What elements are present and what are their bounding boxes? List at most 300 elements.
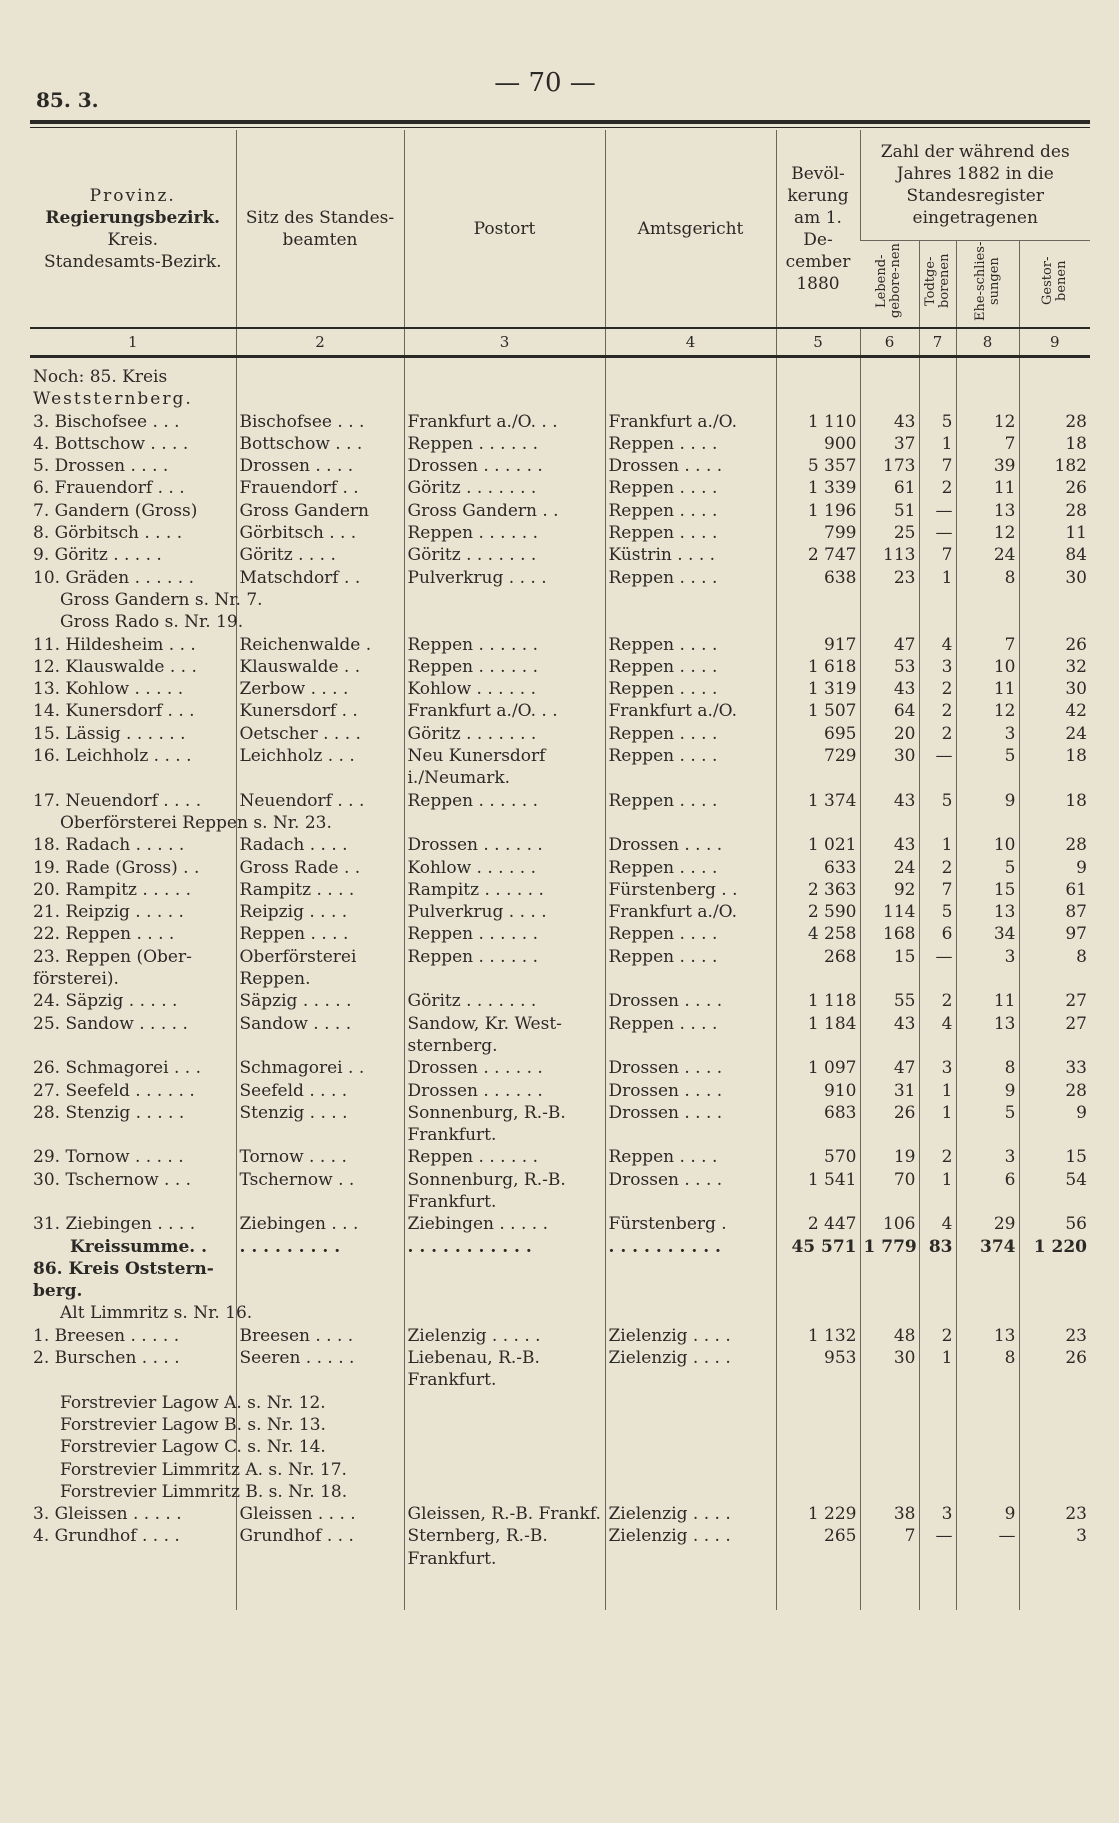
cell-col2: Stenzig . . . . xyxy=(236,1102,404,1147)
cell-col9: 26 xyxy=(1019,1347,1090,1392)
cell-col4: Reppen . . . . xyxy=(605,1146,776,1168)
cell-col2: Schmagorei . . xyxy=(236,1057,404,1079)
cell-col6: 20 xyxy=(860,723,919,745)
cell-col6 xyxy=(860,366,919,388)
cell-col8: 8 xyxy=(956,1347,1019,1392)
cell-col3: Kohlow . . . . . . xyxy=(404,678,605,700)
cell-col1: 25. Sandow . . . . . xyxy=(33,1013,188,1034)
cell-col7: 2 xyxy=(919,857,956,879)
cell-col1: 24. Säpzig . . . . . xyxy=(33,991,178,1012)
cell-col8: 13 xyxy=(956,500,1019,522)
cell-col6 xyxy=(860,611,919,633)
table-row xyxy=(30,1013,1090,1058)
cell-col5: 1 021 xyxy=(776,834,860,856)
cell-col7: 3 xyxy=(919,1057,956,1079)
cell-col6 xyxy=(860,589,919,611)
cell-col9: 33 xyxy=(1019,1057,1090,1079)
cell-col5: 1 618 xyxy=(776,656,860,678)
cell-col8: 3 xyxy=(956,1146,1019,1168)
cell-col8 xyxy=(956,1481,1019,1503)
cell-col4: Küstrin . . . . xyxy=(605,544,776,566)
cell-col9: 27 xyxy=(1019,990,1090,1012)
spacer-cell xyxy=(30,1570,236,1610)
header-col4: Amtsgericht xyxy=(605,130,776,328)
cell-col9 xyxy=(1019,388,1090,410)
cell-col7 xyxy=(919,1481,956,1503)
cell-col4: Drossen . . . . xyxy=(605,1080,776,1102)
cell-col8: 9 xyxy=(956,1503,1019,1525)
cell-col6: 55 xyxy=(860,990,919,1012)
cell-col6: 38 xyxy=(860,1503,919,1525)
cell-col3 xyxy=(404,589,605,611)
cell-col2 xyxy=(236,388,404,410)
cell-col6 xyxy=(860,1258,919,1303)
table-row xyxy=(30,1414,1090,1436)
cell-col4 xyxy=(605,1414,776,1436)
spacer-cell xyxy=(919,1570,956,1610)
cell-col3: Gleissen, R.-B. Frankf. xyxy=(404,1503,605,1525)
cell-col1: Oberförsterei Reppen s. Nr. 23. xyxy=(60,812,332,833)
table-row xyxy=(30,366,1090,388)
table-row xyxy=(30,1213,1090,1235)
cell-col9 xyxy=(1019,812,1090,834)
cell-col8: 13 xyxy=(956,1013,1019,1058)
cell-col5 xyxy=(776,1436,860,1458)
cell-col4: Drossen . . . . xyxy=(605,455,776,477)
cell-col8 xyxy=(956,1459,1019,1481)
cell-col5: 695 xyxy=(776,723,860,745)
cell-col5: 1 097 xyxy=(776,1057,860,1079)
cell-col7: 5 xyxy=(919,901,956,923)
cell-col5: 917 xyxy=(776,634,860,656)
table-row xyxy=(30,589,1090,611)
cell-col7: 3 xyxy=(919,1503,956,1525)
cell-col4: Reppen . . . . xyxy=(605,500,776,522)
cell-col3: Drossen . . . . . . xyxy=(404,455,605,477)
cell-col6 xyxy=(860,1481,919,1503)
cell-col5: 1 118 xyxy=(776,990,860,1012)
header-kreis: Kreis. xyxy=(107,229,158,250)
table-row xyxy=(30,901,1090,923)
cell-col9 xyxy=(1019,366,1090,388)
cell-col2: Tschernow . . xyxy=(236,1169,404,1214)
cell-col1: 11. Hildesheim . . . xyxy=(33,634,196,655)
cell-col4: Reppen . . . . xyxy=(605,433,776,455)
cell-col1: 19. Rade (Gross) . . xyxy=(33,857,200,878)
cell-col8: 13 xyxy=(956,1325,1019,1347)
cell-col7: — xyxy=(919,946,956,991)
cell-col1: 4. Grundhof . . . . xyxy=(33,1526,180,1547)
cell-col3: Sternberg, R.-B. Frankfurt. xyxy=(404,1525,605,1570)
cell-col9 xyxy=(1019,1481,1090,1503)
cell-col6: 47 xyxy=(860,634,919,656)
table-row xyxy=(30,433,1090,455)
cell-col1: 16. Leichholz . . . . xyxy=(33,746,192,767)
cell-col9 xyxy=(1019,589,1090,611)
cell-col1: 29. Tornow . . . . . xyxy=(33,1147,184,1168)
cell-col8: 10 xyxy=(956,656,1019,678)
cell-col8 xyxy=(956,812,1019,834)
cell-col9: 27 xyxy=(1019,1013,1090,1058)
cell-col1: Gross Rado s. Nr. 19. xyxy=(60,612,244,633)
table-row xyxy=(30,411,1090,433)
cell-col4: Reppen . . . . xyxy=(605,946,776,991)
header-provinz: Provinz. xyxy=(89,185,176,206)
cell-col7: 3 xyxy=(919,656,956,678)
cell-col6: 37 xyxy=(860,433,919,455)
table-row xyxy=(30,790,1090,812)
table-row xyxy=(30,723,1090,745)
cell-col4 xyxy=(605,366,776,388)
table-row xyxy=(30,1392,1090,1414)
cell-col7: 6 xyxy=(919,923,956,945)
cell-col9: 18 xyxy=(1019,433,1090,455)
cell-col5: 1 110 xyxy=(776,411,860,433)
cell-col6: 30 xyxy=(860,1347,919,1392)
cell-col2: Radach . . . . xyxy=(236,834,404,856)
header-col1 xyxy=(30,130,236,328)
cell-col8: 10 xyxy=(956,834,1019,856)
cell-col4: Reppen . . . . xyxy=(605,634,776,656)
cell-col9 xyxy=(1019,1459,1090,1481)
cell-col7 xyxy=(919,1414,956,1436)
table-row xyxy=(30,500,1090,522)
table-row xyxy=(30,388,1090,410)
cell-col5 xyxy=(776,1392,860,1414)
cell-col5 xyxy=(776,1414,860,1436)
cell-col3 xyxy=(404,1258,605,1303)
cell-col1: Weststernberg. xyxy=(33,389,193,410)
cell-col1: 28. Stenzig . . . . . xyxy=(33,1102,185,1123)
cell-col5: 2 747 xyxy=(776,544,860,566)
cell-col3 xyxy=(404,1436,605,1458)
cell-col1: 17. Neuendorf . . . . xyxy=(33,790,202,811)
cell-col8 xyxy=(956,1392,1019,1414)
cell-col9: 28 xyxy=(1019,1080,1090,1102)
cell-col5: 2 363 xyxy=(776,879,860,901)
column-number: 3 xyxy=(404,328,605,357)
cell-col9: 9 xyxy=(1019,1102,1090,1147)
cell-col9: 54 xyxy=(1019,1169,1090,1214)
cell-col9 xyxy=(1019,1258,1090,1303)
cell-col5 xyxy=(776,1481,860,1503)
cell-col7 xyxy=(919,611,956,633)
cell-col4: Zielenzig . . . . xyxy=(605,1503,776,1525)
cell-col6: 51 xyxy=(860,500,919,522)
cell-col2: Seefeld . . . . xyxy=(236,1080,404,1102)
cell-col2: Ziebingen . . . xyxy=(236,1213,404,1235)
cell-col8: 11 xyxy=(956,990,1019,1012)
table-row xyxy=(30,1347,1090,1392)
table-row xyxy=(30,990,1090,1012)
cell-col2 xyxy=(236,611,404,633)
cell-col3: Drossen . . . . . . xyxy=(404,834,605,856)
table-row xyxy=(30,1436,1090,1458)
cell-col1: Forstrevier Limmritz A. s. Nr. 17. xyxy=(60,1459,347,1480)
cell-col5: 638 xyxy=(776,567,860,589)
column-number: 1 xyxy=(30,328,236,357)
cell-col5: 1 319 xyxy=(776,678,860,700)
cell-col3: Pulverkrug . . . . xyxy=(404,901,605,923)
cell-col2: Kunersdorf . . xyxy=(236,700,404,722)
cell-col1: 12. Klauswalde . . . xyxy=(33,656,197,677)
cell-col1: 5. Drossen . . . . xyxy=(33,456,169,477)
cell-col8: 11 xyxy=(956,678,1019,700)
cell-col7: 1 xyxy=(919,1102,956,1147)
cell-col8: 15 xyxy=(956,879,1019,901)
cell-col3: Sonnenburg, R.-B. Frankfurt. xyxy=(404,1169,605,1214)
cell-col1: Forstrevier Lagow A. s. Nr. 12. xyxy=(60,1392,326,1413)
table-row xyxy=(30,1236,1090,1258)
cell-col2 xyxy=(236,366,404,388)
table-row xyxy=(30,477,1090,499)
cell-col4: Reppen . . . . xyxy=(605,857,776,879)
cell-col8: 12 xyxy=(956,522,1019,544)
cell-col8: 24 xyxy=(956,544,1019,566)
cell-col5: 570 xyxy=(776,1146,860,1168)
cell-col4 xyxy=(605,1258,776,1303)
header-col2: Sitz des Standes-beamten xyxy=(236,130,404,328)
column-number: 4 xyxy=(605,328,776,357)
cell-col9: 97 xyxy=(1019,923,1090,945)
cell-col2: Oetscher . . . . xyxy=(236,723,404,745)
cell-col4: Reppen . . . . xyxy=(605,923,776,945)
cell-col3: Göritz . . . . . . . xyxy=(404,544,605,566)
cell-col5: 45 571 xyxy=(776,1236,860,1258)
table-row xyxy=(30,1146,1090,1168)
cell-col9: 23 xyxy=(1019,1325,1090,1347)
cell-col5: 5 357 xyxy=(776,455,860,477)
cell-col6: 106 xyxy=(860,1213,919,1235)
cell-col8: 34 xyxy=(956,923,1019,945)
table-row xyxy=(30,522,1090,544)
cell-col9: 182 xyxy=(1019,455,1090,477)
cell-col3: Reppen . . . . . . xyxy=(404,923,605,945)
cell-col8: 6 xyxy=(956,1169,1019,1214)
cell-col6: 43 xyxy=(860,678,919,700)
cell-col4: Drossen . . . . xyxy=(605,1057,776,1079)
table-end-spacer xyxy=(30,1570,1090,1610)
cell-col7: 5 xyxy=(919,790,956,812)
column-numbers xyxy=(30,328,1090,357)
cell-col7: — xyxy=(919,1525,956,1570)
cell-col4 xyxy=(605,388,776,410)
cell-col6: 53 xyxy=(860,656,919,678)
header-sub9 xyxy=(1019,241,1090,329)
cell-col5: 265 xyxy=(776,1525,860,1570)
cell-col5 xyxy=(776,1302,860,1324)
cell-col1: 4. Bottschow . . . . xyxy=(33,433,189,454)
cell-col4: Drossen . . . . xyxy=(605,1169,776,1214)
cell-col1: 26. Schmagorei . . . xyxy=(33,1058,201,1079)
cell-col6: 43 xyxy=(860,1013,919,1058)
cell-col1: 31. Ziebingen . . . . xyxy=(33,1214,196,1235)
cell-col4: Drossen . . . . xyxy=(605,834,776,856)
cell-col2: Reppen . . . . xyxy=(236,923,404,945)
cell-col5: 1 196 xyxy=(776,500,860,522)
cell-col4: Drossen . . . . xyxy=(605,1102,776,1147)
header-sub8-text: Ehe-schlies-sungen xyxy=(972,241,1002,321)
cell-col3: Reppen . . . . . . xyxy=(404,522,605,544)
cell-col3: Ziebingen . . . . . xyxy=(404,1213,605,1235)
table-row xyxy=(30,1102,1090,1147)
cell-col3 xyxy=(404,812,605,834)
cell-col5 xyxy=(776,812,860,834)
cell-col9: 26 xyxy=(1019,477,1090,499)
cell-col3 xyxy=(404,1481,605,1503)
cell-col6: 48 xyxy=(860,1325,919,1347)
cell-col5: 1 132 xyxy=(776,1325,860,1347)
cell-col7: 1 xyxy=(919,1347,956,1392)
cell-col6: 23 xyxy=(860,567,919,589)
cell-col1: Gross Gandern s. Nr. 7. xyxy=(60,589,263,610)
cell-col2: Klauswalde . . xyxy=(236,656,404,678)
cell-col1: 7. Gandern (Gross) xyxy=(33,500,198,521)
table-row xyxy=(30,857,1090,879)
cell-col7 xyxy=(919,1436,956,1458)
cell-col8: 5 xyxy=(956,745,1019,790)
cell-col5: 2 590 xyxy=(776,901,860,923)
table-row xyxy=(30,1525,1090,1570)
cell-col3: Gross Gandern . . xyxy=(404,500,605,522)
cell-col1: 20. Rampitz . . . . . xyxy=(33,879,192,900)
cell-col5 xyxy=(776,366,860,388)
cell-col7 xyxy=(919,388,956,410)
cell-col1: Kreissumme. . xyxy=(70,1236,208,1257)
cell-col7: 2 xyxy=(919,678,956,700)
cell-col6: 19 xyxy=(860,1146,919,1168)
cell-col2: Gross Rade . . xyxy=(236,857,404,879)
cell-col9: 30 xyxy=(1019,678,1090,700)
cell-col1: 9. Göritz . . . . . xyxy=(33,545,162,566)
cell-col9 xyxy=(1019,1392,1090,1414)
cell-col7: 2 xyxy=(919,477,956,499)
cell-col4: Reppen . . . . xyxy=(605,656,776,678)
cell-col6: 15 xyxy=(860,946,919,991)
cell-col6: 25 xyxy=(860,522,919,544)
cell-col4: Fürstenberg . . xyxy=(605,879,776,901)
header-sub6 xyxy=(860,241,919,329)
cell-col8: 11 xyxy=(956,477,1019,499)
cell-col8 xyxy=(956,1258,1019,1303)
cell-col7: 1 xyxy=(919,1169,956,1214)
cell-col7 xyxy=(919,1258,956,1303)
cell-col1: 27. Seefeld . . . . . . xyxy=(33,1080,195,1101)
cell-col4 xyxy=(605,1481,776,1503)
column-number: 5 xyxy=(776,328,860,357)
cell-col8: 5 xyxy=(956,857,1019,879)
cell-col1: Forstrevier Lagow B. s. Nr. 13. xyxy=(60,1414,326,1435)
header-col3: Postort xyxy=(404,130,605,328)
cell-col9 xyxy=(1019,1414,1090,1436)
cell-col3: Sonnenburg, R.-B. Frankfurt. xyxy=(404,1102,605,1147)
cell-col5: 1 541 xyxy=(776,1169,860,1214)
cell-col5 xyxy=(776,611,860,633)
cell-col9: 1 220 xyxy=(1019,1236,1090,1258)
cell-col9: 24 xyxy=(1019,723,1090,745)
cell-col7 xyxy=(919,1392,956,1414)
cell-col8 xyxy=(956,1302,1019,1324)
cell-col5: 1 339 xyxy=(776,477,860,499)
cell-col6: 64 xyxy=(860,700,919,722)
cell-col6: 24 xyxy=(860,857,919,879)
cell-col1: 23. Reppen (Ober-försterei). xyxy=(33,946,192,990)
spacer-cell xyxy=(605,1570,776,1610)
cell-col4 xyxy=(605,1459,776,1481)
cell-col3 xyxy=(404,1392,605,1414)
cell-col9: 30 xyxy=(1019,567,1090,589)
cell-col9 xyxy=(1019,1436,1090,1458)
cell-col4: Reppen . . . . xyxy=(605,477,776,499)
cell-col5 xyxy=(776,1459,860,1481)
cell-col6: 43 xyxy=(860,834,919,856)
header-sub8 xyxy=(956,241,1019,329)
cell-col6: 30 xyxy=(860,745,919,790)
cell-col6 xyxy=(860,1436,919,1458)
header-sub7 xyxy=(919,241,956,329)
cell-col3 xyxy=(404,366,605,388)
cell-col4: Zielenzig . . . . xyxy=(605,1525,776,1570)
cell-col6: 113 xyxy=(860,544,919,566)
cell-col5: 729 xyxy=(776,745,860,790)
cell-col7: — xyxy=(919,500,956,522)
header-rule-thin xyxy=(30,127,1090,128)
cell-col7: 4 xyxy=(919,634,956,656)
cell-col5: 1 374 xyxy=(776,790,860,812)
cell-col6: 114 xyxy=(860,901,919,923)
cell-col5: 1 507 xyxy=(776,700,860,722)
table-row xyxy=(30,700,1090,722)
cell-col2: Göritz . . . . xyxy=(236,544,404,566)
column-number: 2 xyxy=(236,328,404,357)
cell-col5: 1 229 xyxy=(776,1503,860,1525)
cell-col5: 2 447 xyxy=(776,1213,860,1235)
table-row xyxy=(30,923,1090,945)
cell-col8: 8 xyxy=(956,1057,1019,1079)
cell-col1: 6. Frauendorf . . . xyxy=(33,478,185,499)
cell-col4 xyxy=(605,1436,776,1458)
cell-col6: 26 xyxy=(860,1102,919,1147)
cell-col7: 2 xyxy=(919,990,956,1012)
cell-col4: Reppen . . . . xyxy=(605,745,776,790)
cell-col7: — xyxy=(919,745,956,790)
cell-col7 xyxy=(919,366,956,388)
cell-col4: Reppen . . . . xyxy=(605,522,776,544)
column-number: 9 xyxy=(1019,328,1090,357)
cell-col8: 39 xyxy=(956,455,1019,477)
cell-col7: 4 xyxy=(919,1013,956,1058)
cell-col3: Pulverkrug . . . . xyxy=(404,567,605,589)
cell-col7 xyxy=(919,589,956,611)
table-row xyxy=(30,745,1090,790)
cell-col9: 23 xyxy=(1019,1503,1090,1525)
cell-col2: Neuendorf . . . xyxy=(236,790,404,812)
cell-col6: 70 xyxy=(860,1169,919,1214)
table-row xyxy=(30,1481,1090,1503)
header-standesamt: Standesamts-Bezirk. xyxy=(43,251,222,272)
page-header xyxy=(30,68,1060,112)
cell-col2 xyxy=(236,1258,404,1303)
header-sub6-text: Lebend-gebore-nen xyxy=(874,243,904,319)
cell-col4: Fürstenberg . xyxy=(605,1213,776,1235)
cell-col9: 18 xyxy=(1019,790,1090,812)
cell-col6: 31 xyxy=(860,1080,919,1102)
spacer-cell xyxy=(1019,1570,1090,1610)
cell-col9: 9 xyxy=(1019,857,1090,879)
cell-col2: Rampitz . . . . xyxy=(236,879,404,901)
cell-col8: 3 xyxy=(956,723,1019,745)
table-row xyxy=(30,879,1090,901)
